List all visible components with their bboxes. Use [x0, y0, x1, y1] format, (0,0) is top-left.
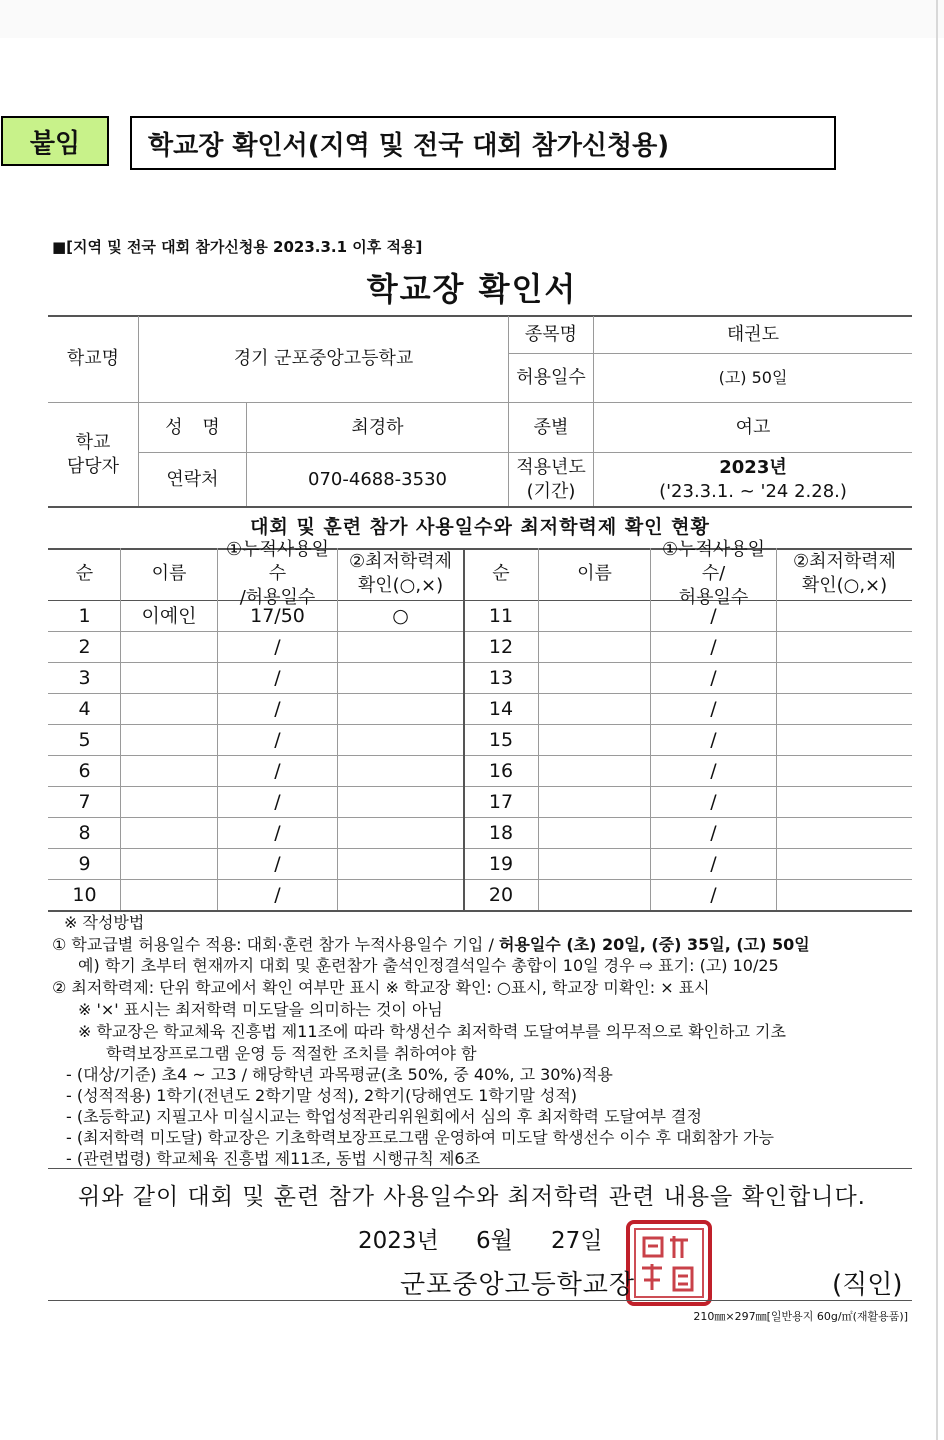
row-name: [539, 756, 650, 786]
row-min: [777, 632, 912, 662]
instruction-line1-text: ① 학교급별 허용일수 적용: 대회·훈련 참가 누적사용일수 기입 /: [52, 935, 499, 954]
row-name: [121, 725, 217, 755]
row-days: /: [274, 760, 281, 782]
row-days: /: [710, 822, 717, 844]
event-label: 종목명: [524, 323, 578, 345]
row-days: /: [274, 636, 281, 658]
year-value-period: ('23.3.1. ~ '24 2.28.): [659, 480, 847, 502]
attachment-tag: 붙임: [1, 116, 109, 166]
instruction-line8: - (성적적용) 1학기(전년도 2학기말 성적), 2학기(당해연도 1학기말 성적): [66, 1086, 578, 1105]
row-min: [777, 849, 912, 879]
applicability-note: ■[지역 및 전국 대회 참가신청용 2023.3.1 이후 적용]: [52, 238, 423, 256]
header-name-left: 이름: [151, 563, 187, 584]
manager-label-line2: 담당자: [66, 455, 120, 477]
row-days: /: [274, 729, 281, 751]
table-bottom-border: [48, 910, 912, 912]
contact-label: 연락처: [166, 468, 219, 490]
instruction-line1: [52, 934, 810, 956]
date-day: 27일: [551, 1228, 603, 1254]
category-label: 종별: [533, 416, 569, 438]
document-heading: 학교장 확인서(지역 및 전국 대회 참가신청용): [130, 116, 836, 170]
row-days: 17/50: [250, 605, 305, 627]
row-no: 6: [78, 760, 91, 782]
row-days: /: [274, 822, 281, 844]
row-min: [777, 663, 912, 693]
instruction-line2: 예) 학기 초부터 현재까지 대회 및 훈련참가 출석인정결석일수 총합이 10일 경우 ⇨ 표기: (고) 10/25: [78, 956, 779, 975]
info-bottom-border: [48, 506, 912, 508]
row-name: [539, 694, 650, 724]
event-value: 태권도: [726, 323, 780, 345]
row-name: [121, 756, 217, 786]
date-month: 6월: [476, 1228, 513, 1254]
header-days-left-line2: /허용일수: [239, 587, 316, 608]
section-title: 대회 및 훈련 참가 사용일수와 최저학력제 확인 현황: [250, 516, 710, 538]
category-value: 여고: [735, 416, 771, 438]
row-name: [539, 725, 650, 755]
row-no: 13: [488, 667, 514, 689]
school-signature: 군포중앙고등학교장: [400, 1270, 636, 1300]
year-value: [594, 453, 912, 506]
row-days: /: [710, 729, 717, 751]
row-days: /: [274, 791, 281, 813]
row-min: [338, 880, 463, 910]
row-min: [338, 849, 463, 879]
manager-label-line1: 학교: [75, 431, 111, 453]
footer-border: [48, 1300, 912, 1301]
row-days: /: [710, 636, 717, 658]
header-days-right-line2: 허용일수: [678, 587, 749, 608]
row-min: [338, 663, 463, 693]
row-name: [539, 849, 650, 879]
instruction-line5: ※ 학교장은 학교체육 진흥법 제11조에 따라 학생선수 최저학력 도달여부를 의무적으로 확인하고 기초: [78, 1022, 786, 1041]
row-no: 1: [78, 605, 91, 627]
row-min: [777, 725, 912, 755]
paper-spec: 210㎜×297㎜[일반용지 60g/㎡(재활용품)]: [693, 1310, 908, 1323]
header-name-right: 이름: [577, 563, 612, 584]
row-min: [777, 818, 912, 848]
page-title: 학교장 확인서: [366, 270, 578, 308]
row-name: [539, 601, 650, 631]
row-min: [338, 756, 463, 786]
instruction-line6: 학력보장프로그램 운영 등 적절한 조치를 취하여야 함: [106, 1044, 477, 1063]
instructions-heading: ※ 작성방법: [64, 913, 145, 932]
page-edge: [936, 0, 938, 1440]
row-name: [539, 632, 650, 662]
row-no: 3: [78, 667, 91, 689]
row-name: [121, 694, 217, 724]
row-no: 19: [488, 853, 514, 875]
row-name: [539, 787, 650, 817]
header-min-right-line2: 확인(○,×): [801, 575, 888, 596]
header-days-right-line1: ①누적사용일수/: [661, 539, 766, 584]
school-value: 경기 군포중앙고등학교: [233, 348, 414, 369]
row-days: /: [274, 667, 281, 689]
seal-label: (직인): [832, 1270, 903, 1300]
instruction-line4: ※ '×' 표시는 최저학력 미도달을 의미하는 것이 아님: [78, 1000, 443, 1019]
year-value-year: 2023년: [719, 456, 787, 478]
row-name: [121, 849, 217, 879]
row-no: 12: [488, 636, 514, 658]
row-min: [777, 787, 912, 817]
school-seal-stamp: [624, 1218, 714, 1308]
row-min: ○: [392, 605, 409, 627]
row-no: 14: [488, 698, 514, 720]
row-no: 16: [488, 760, 514, 782]
row-name: [121, 880, 217, 910]
row-no: 4: [78, 698, 91, 720]
row-min: [338, 787, 463, 817]
confirm-statement: 위와 같이 대회 및 훈련 참가 사용일수와 최저학력 관련 내용을 확인합니다.: [78, 1184, 866, 1210]
row-name: [539, 663, 650, 693]
row-name: [121, 632, 217, 662]
instruction-line1-emphasis: 허용일수 (초) 20일, (중) 35일, (고) 50일: [498, 935, 810, 954]
instruction-line7: - (대상/기준) 초4 ~ 고3 / 해당학년 과목평균(초 50%, 중 40%, 고 30%)적용: [66, 1065, 613, 1084]
header-days-right: [651, 539, 776, 608]
row-no: 18: [488, 822, 514, 844]
row-no: 7: [78, 791, 91, 813]
date-year: 2023년: [358, 1228, 439, 1254]
row-no: 17: [488, 791, 514, 813]
instruction-line11: - (관련법령) 학교체육 진흥법 제11조, 동법 시행규칙 제6조: [66, 1149, 481, 1168]
row-no: 11: [488, 605, 514, 627]
row-no: 10: [72, 884, 97, 906]
row-days: /: [710, 605, 717, 627]
row-no: 8: [78, 822, 91, 844]
row-min: [338, 818, 463, 848]
row-days: /: [710, 667, 717, 689]
row-name: [539, 818, 650, 848]
row-no: 20: [488, 884, 514, 906]
row-days: /: [274, 884, 281, 906]
instructions-bottom-border: [48, 1168, 912, 1169]
manager-label: [48, 403, 138, 506]
row-min: [338, 725, 463, 755]
row-name: [539, 880, 650, 910]
header-no-right: 순: [492, 563, 510, 584]
header-min-right-line1: ②최저학력제: [792, 551, 897, 572]
row-name: 이예인: [141, 605, 197, 627]
top-bar: [0, 0, 944, 38]
school-label: 학교명: [66, 348, 120, 369]
row-days: /: [710, 791, 717, 813]
header-min-left: [338, 548, 463, 600]
row-days: /: [710, 884, 717, 906]
row-name: [121, 818, 217, 848]
year-label-line1: 적용년도: [516, 456, 586, 478]
row-no: 2: [78, 636, 91, 658]
row-days: /: [710, 760, 717, 782]
name-label: 성 명: [165, 416, 220, 438]
row-days: /: [710, 853, 717, 875]
instruction-line3: ② 최저학력제: 단위 학교에서 확인 여부만 표시 ※ 학교장 확인: ○표시, 학교장 미확인: × 표시: [52, 978, 710, 997]
instruction-line9: - (초등학교) 지필고사 미실시교는 학업성적관리위원회에서 심의 후 최저학력 도달여부 결정: [66, 1107, 702, 1126]
header-min-left-line1: ②최저학력제: [348, 551, 453, 572]
row-min: [777, 880, 912, 910]
row-days: /: [274, 853, 281, 875]
header-min-left-line2: 확인(○,×): [357, 575, 444, 596]
seal-glyphs: [642, 1236, 692, 1290]
name-value: 최경하: [351, 416, 404, 438]
row-min: [777, 694, 912, 724]
header-no-left: 순: [75, 563, 94, 584]
row-no: 9: [78, 853, 91, 875]
row-min: [338, 694, 463, 724]
header-days-left-line1: ①누적사용일수: [225, 539, 330, 584]
row-min: [777, 601, 912, 631]
seal-border: [628, 1222, 710, 1304]
year-label-line2: (기간): [526, 480, 576, 502]
row-min: [338, 632, 463, 662]
allowed-days-label: 허용일수: [516, 367, 586, 388]
instruction-line10: - (최저학력 미도달) 학교장은 기초학력보장프로그램 운영하여 미도달 학생선수 이수 후 대회참가 가능: [66, 1128, 774, 1147]
year-label: [509, 453, 593, 506]
allowed-days-value: (고) 50일: [718, 368, 788, 387]
row-days: /: [274, 698, 281, 720]
header-days-left: [218, 539, 337, 608]
row-days: /: [710, 698, 717, 720]
row-name: [121, 787, 217, 817]
row-min: [777, 756, 912, 786]
row-no: 15: [488, 729, 514, 751]
row-no: 5: [78, 729, 91, 751]
row-name: [121, 663, 217, 693]
contact-value: 070-4688-3530: [308, 468, 447, 490]
header-min-right: [777, 548, 912, 600]
